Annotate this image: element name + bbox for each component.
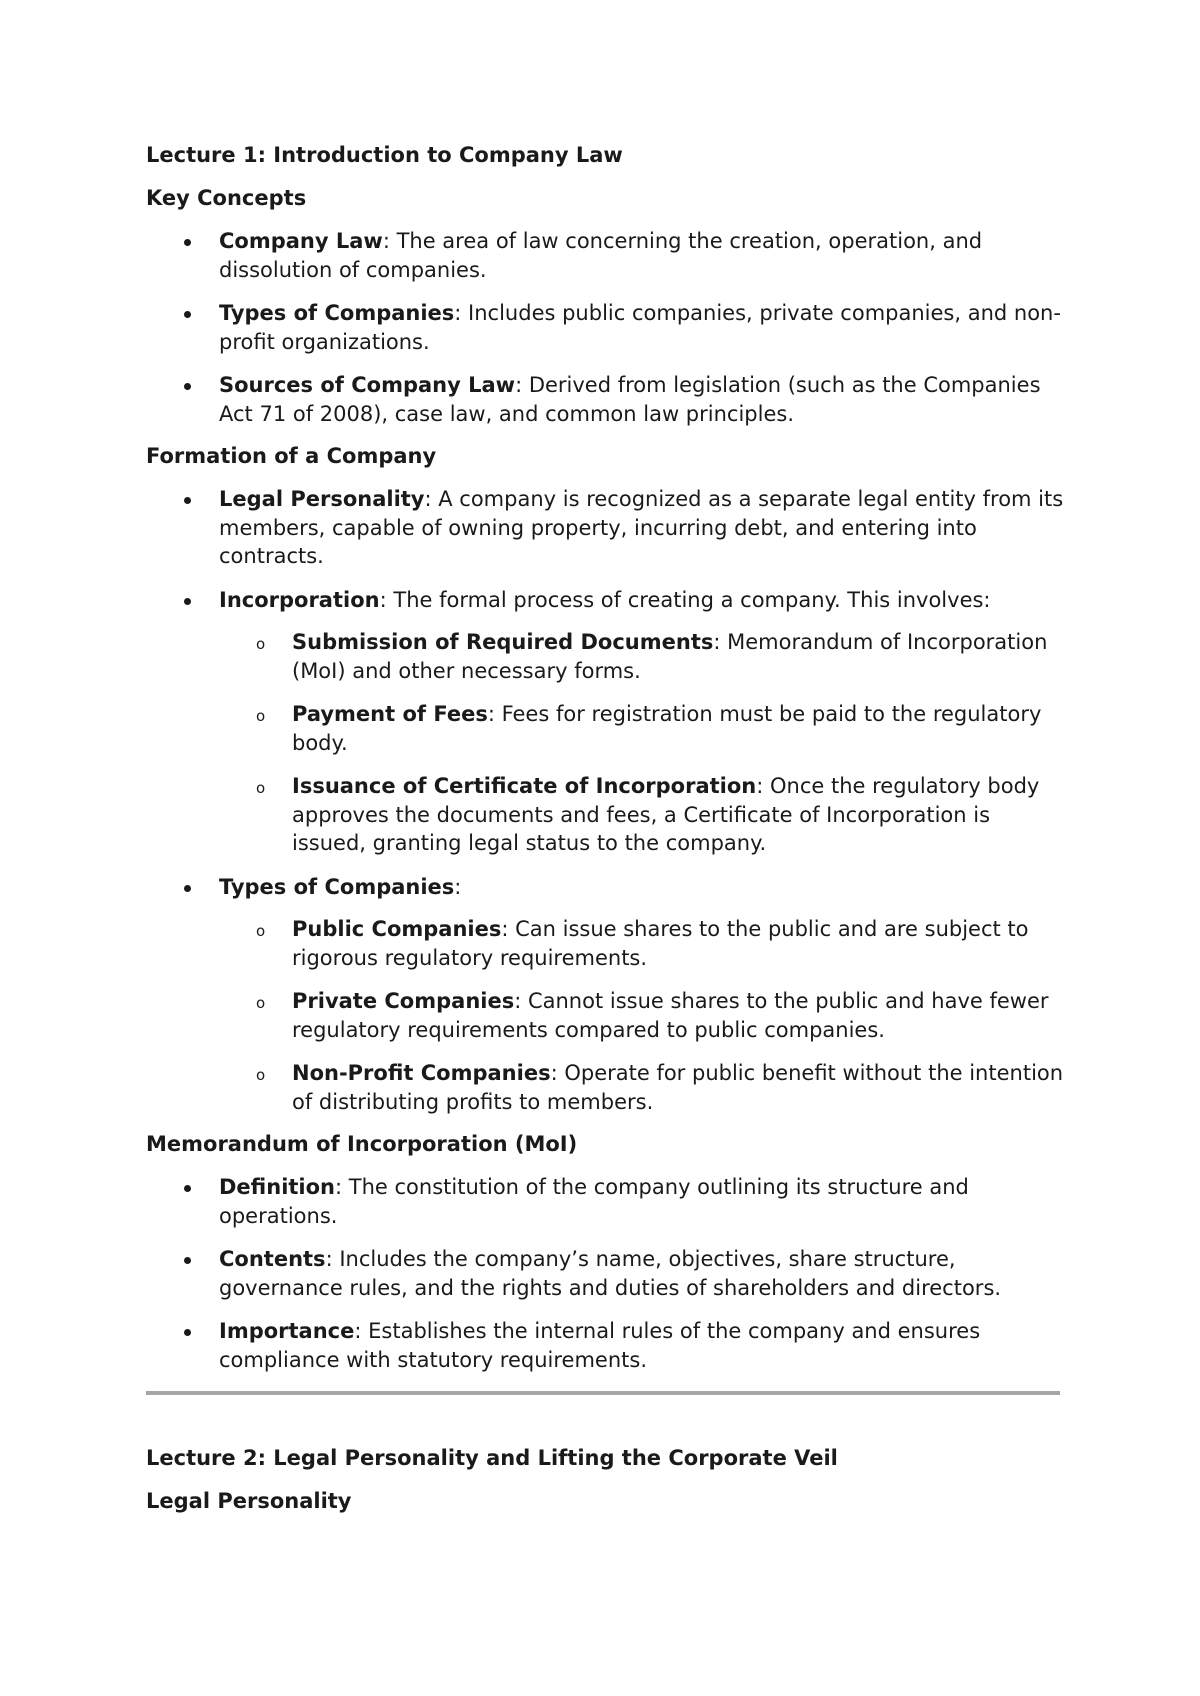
bullet-icon xyxy=(184,383,191,390)
definition: : Includes public companies, private companies, and non-profit organizations. xyxy=(219,301,1061,354)
sub-list-item xyxy=(219,987,1066,1044)
term: Sources of Company Law xyxy=(219,373,516,397)
definition: : The constitution of the company outlining its structure and operations. xyxy=(219,1175,969,1228)
term: Definition xyxy=(219,1175,336,1199)
term: Payment of Fees xyxy=(292,702,488,726)
term: Private Companies xyxy=(292,989,515,1013)
moi-list xyxy=(146,1173,1066,1374)
list-item xyxy=(146,371,1066,428)
definition: : Includes the company’s name, objectives, share structure, governance rules, and the rights and duties of shareholders and directors. xyxy=(219,1247,1002,1300)
list-item xyxy=(146,873,1066,1117)
lecture-2-title: Lecture 2: Legal Personality and Lifting the Corporate Veil xyxy=(146,1446,838,1470)
term: Importance xyxy=(219,1319,355,1343)
list-item xyxy=(146,586,1066,858)
circle-bullet-icon: o xyxy=(256,779,266,797)
bullet-icon xyxy=(184,239,191,246)
formation-list xyxy=(146,485,1066,1116)
sub-list-item xyxy=(219,1059,1066,1116)
circle-bullet-icon: o xyxy=(256,1066,266,1084)
term: Legal Personality xyxy=(219,487,425,511)
key-concepts-list xyxy=(146,227,1066,428)
lecture-1-title: Lecture 1: Introduction to Company Law xyxy=(146,143,623,167)
definition: : A company is recognized as a separate legal entity from its members, capable of owning property, incurring debt, and entering into contracts. xyxy=(219,487,1064,568)
definition: : Once the regulatory body approves the documents and fees, a Certificate of Incorporation is issued, granting legal status to the company. xyxy=(292,774,1040,855)
moi-heading: Memorandum of Incorporation (MoI) xyxy=(146,1132,578,1156)
definition: : Cannot issue shares to the public and have fewer regulatory requirements compared to public companies. xyxy=(292,989,1049,1042)
section-divider xyxy=(146,1391,1060,1395)
definition: : The area of law concerning the creation, operation, and dissolution of companies. xyxy=(219,229,983,282)
sub-list-item xyxy=(219,772,1066,858)
bullet-icon xyxy=(184,311,191,318)
term: Issuance of Certificate of Incorporation xyxy=(292,774,757,798)
definition: : Memorandum of Incorporation (MoI) and other necessary forms. xyxy=(292,630,1048,683)
bullet-icon xyxy=(184,598,191,605)
term: Public Companies xyxy=(292,917,502,941)
definition: : The formal process of creating a company. This involves: xyxy=(379,587,991,612)
definition: : Fees for registration must be paid to the regulatory body. xyxy=(292,702,1042,755)
bullet-icon xyxy=(184,1257,191,1264)
circle-bullet-icon: o xyxy=(256,707,266,725)
list-item xyxy=(146,299,1066,356)
bullet-icon xyxy=(184,1329,191,1336)
term: Types of Companies xyxy=(219,301,455,325)
list-item xyxy=(146,1317,1066,1374)
formation-heading: Formation of a Company xyxy=(146,444,437,468)
list-item xyxy=(146,1245,1066,1302)
bullet-icon xyxy=(184,497,191,504)
circle-bullet-icon: o xyxy=(256,994,266,1012)
list-item xyxy=(146,485,1066,571)
bullet-icon xyxy=(184,885,191,892)
term: Submission of Required Documents xyxy=(292,630,714,654)
term: Company Law xyxy=(219,229,383,253)
sub-list-item xyxy=(219,915,1066,972)
term: Types of Companies xyxy=(219,874,455,899)
document-page xyxy=(146,140,1066,1516)
term: Incorporation xyxy=(219,587,380,612)
circle-bullet-icon: o xyxy=(256,922,266,940)
list-item xyxy=(146,1173,1066,1230)
definition: : Can issue shares to the public and are subject to rigorous regulatory requirements. xyxy=(292,917,1029,970)
term: Contents xyxy=(219,1247,326,1271)
definition: : Derived from legislation (such as the Companies Act 71 of 2008), case law, and common law principles. xyxy=(219,373,1041,426)
definition: : Operate for public benefit without the intention of distributing profits to members. xyxy=(292,1061,1064,1114)
list-item xyxy=(146,227,1066,284)
definition: : xyxy=(454,874,462,899)
sub-list-item xyxy=(219,628,1066,685)
definition: : Establishes the internal rules of the company and ensures compliance with statutory requirements. xyxy=(219,1319,981,1372)
bullet-icon xyxy=(184,1185,191,1192)
key-concepts-heading: Key Concepts xyxy=(146,186,307,210)
sub-list-item xyxy=(219,700,1066,757)
legal-personality-heading: Legal Personality xyxy=(146,1489,352,1513)
term: Non-Profit Companies xyxy=(292,1061,551,1085)
company-types-list xyxy=(219,915,1066,1116)
circle-bullet-icon: o xyxy=(256,635,266,653)
incorporation-steps-list xyxy=(219,628,1066,858)
